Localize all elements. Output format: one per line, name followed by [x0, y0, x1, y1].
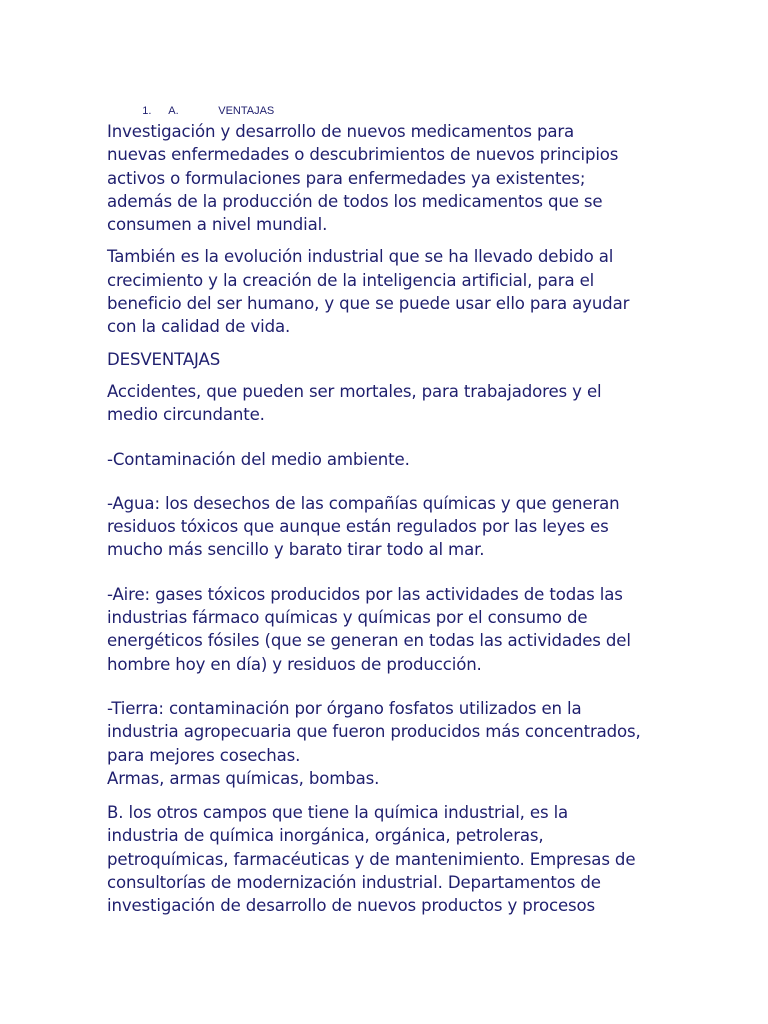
- list-number: 1.: [142, 105, 152, 117]
- heading-title: VENTAJAS: [218, 105, 275, 117]
- document-body: [107, 120, 707, 918]
- paragraph-land: -Tierra: contaminación por órgano fosfatos utilizados en la industria agropecuaria que fueron producidos más concentrados, para mejores cosechas. Armas, armas químicas, bombas.: [107, 698, 641, 788]
- paragraph-contamination: -Contaminación del medio ambiente.: [107, 449, 410, 469]
- paragraph-research: Investigación y desarrollo de nuevos medicamentos para nuevas enfermedades o descubrimientos de nuevos principios activos o formulaciones para enfermedades ya existentes; además de la producción de todos los medicamentos que se consumen a nivel mundial.: [107, 122, 619, 235]
- paragraph-water: -Agua: los desechos de las compañías químicas y que generan residuos tóxicos que aunque están regulados por las leyes es mucho más sencillo y barato tirar todo al mar.: [107, 493, 620, 560]
- paragraph-accidents: Accidentes, que pueden ser mortales, para trabajadores y el medio circundante.: [107, 381, 602, 425]
- paragraph-other-fields: B. los otros campos que tiene la química industrial, es la industria de química inorgánica, orgánica, petroleras, petroquímicas, farmacéuticas y de mantenimiento. Empresas de consultorías de modernización industrial. Departamentos de investigación de desarrollo de nuevos productos y procesos: [107, 803, 636, 916]
- list-letter: A.: [168, 105, 179, 117]
- paragraph-air: -Aire: gases tóxicos producidos por las actividades de todas las industrias fármaco químicas y químicas por el consumo de energéticos fósiles (que se generan en todas las actividades del hombre hoy en día) y residuos de producción.: [107, 584, 631, 674]
- desventajas-heading: DESVENTAJAS: [107, 349, 221, 369]
- paragraph-evolution: También es la evolución industrial que se ha llevado debido al crecimiento y la creación de la inteligencia artificial, para el beneficio del ser humano, y que se puede usar ello para ayudar con la calidad de vida.: [107, 247, 630, 337]
